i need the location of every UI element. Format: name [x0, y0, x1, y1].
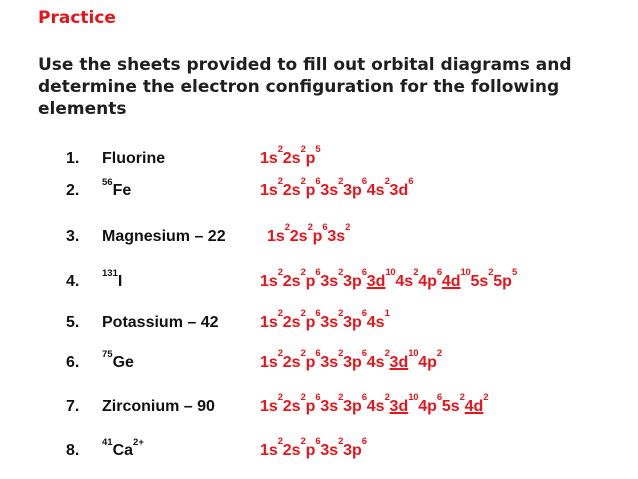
electron-count: 10 [408, 392, 419, 403]
electron-count: 10 [385, 267, 396, 278]
ion-charge: 2+ [133, 437, 144, 448]
orbital-term: $p^6$ [305, 348, 321, 371]
electron-count: 6 [315, 267, 321, 278]
electron-count: 6 [361, 436, 367, 447]
element-name [102, 397, 215, 417]
orbital-term: $5s^2$ [441, 392, 465, 415]
electron-count: 6 [436, 392, 442, 403]
electron-count: 6 [315, 308, 321, 319]
electron-count: 2 [338, 436, 344, 447]
instructions-text: Use the sheets provided to fill out orbital diagrams and determine the electron configuration for the following elements [38, 55, 572, 119]
element-name [102, 313, 219, 333]
orbital-term: $2s^2$ [282, 176, 306, 199]
electron-count: 5 [511, 267, 517, 278]
element-name [102, 149, 165, 169]
orbital-term: $p^6$ [312, 222, 328, 245]
electron-count: 2 [300, 348, 306, 359]
electron-count: 6 [436, 267, 442, 278]
orbital-term: $3p^6$ [343, 348, 367, 371]
electron-count: 2 [338, 348, 344, 359]
orbital-term: $4p^2$ [418, 348, 442, 371]
electron-count: 2 [277, 436, 283, 447]
electron-count: 6 [361, 267, 367, 278]
element-name [102, 227, 226, 247]
electron-count: 6 [361, 348, 367, 359]
orbital-term: $4d^2$ [464, 392, 489, 415]
electron-count: 6 [315, 392, 321, 403]
electron-count: 2 [436, 348, 442, 359]
electron-count: 6 [315, 436, 321, 447]
orbital-term: $3d^6$ [389, 176, 414, 199]
electron-count: 2 [300, 308, 306, 319]
orbital-term: $3s^2$ [320, 436, 344, 459]
element-symbol: I [117, 273, 123, 290]
practice-row [0, 436, 638, 471]
element-name [102, 177, 132, 203]
electron-count: 2 [284, 222, 290, 233]
electron-count: 2 [338, 308, 344, 319]
orbital-term: $2s^2$ [282, 348, 306, 371]
mass-number: 75 [102, 349, 113, 360]
orbital-term: $5s^2$ [470, 267, 494, 290]
row-number: 5. [66, 314, 80, 331]
row-number: 3. [66, 228, 80, 245]
orbital-term: $1s^2$ [260, 436, 283, 459]
electron-configuration [260, 144, 321, 171]
orbital-term: $3s^2$ [320, 176, 344, 199]
electron-count: 1 [384, 308, 390, 319]
electron-count: 2 [488, 267, 494, 278]
electron-count: 2 [277, 392, 283, 403]
electron-count: 2 [338, 176, 344, 187]
electron-count: 2 [384, 392, 390, 403]
element-symbol: Potassium – 42 [102, 314, 219, 331]
orbital-term: $3s^2$ [327, 222, 351, 245]
orbital-term: $1s^2$ [260, 144, 283, 167]
practice-row [0, 144, 638, 179]
electron-count: 2 [338, 267, 344, 278]
element-name [102, 349, 134, 375]
row-number: 1. [66, 150, 80, 167]
practice-row [0, 176, 638, 211]
orbital-term: $1s^2$ [267, 222, 290, 245]
orbital-term: $2s^2$ [282, 267, 306, 290]
orbital-term: $p^6$ [305, 392, 321, 415]
electron-count: 2 [277, 176, 283, 187]
orbital-term: $p^6$ [305, 267, 321, 290]
electron-count: 5 [315, 144, 321, 155]
electron-count: 6 [315, 348, 321, 359]
orbital-term: $3s^2$ [320, 308, 344, 331]
orbital-term: $3s^2$ [320, 348, 344, 371]
orbital-term: $4s^1$ [366, 308, 390, 331]
practice-row [0, 348, 638, 383]
electron-count: 2 [300, 144, 306, 155]
orbital-term: $3s^2$ [320, 267, 344, 290]
practice-row [0, 392, 638, 427]
electron-count: 2 [277, 308, 283, 319]
row-number: 2. [66, 182, 80, 199]
row-number: 7. [66, 398, 80, 415]
orbital-term: $2s^2$ [282, 392, 306, 415]
electron-count: 2 [459, 392, 465, 403]
orbital-term: $4p^6$ [418, 392, 442, 415]
row-number: 8. [66, 442, 80, 459]
electron-count: 2 [277, 144, 283, 155]
mass-number: 41 [102, 437, 113, 448]
electron-configuration [267, 222, 351, 249]
orbital-term: $3p^6$ [343, 267, 367, 290]
mass-number: 131 [102, 268, 118, 279]
electron-count: 2 [413, 267, 419, 278]
orbital-term: $4s^2$ [366, 348, 390, 371]
practice-row [0, 222, 638, 257]
electron-configuration [260, 308, 390, 335]
orbital-term: $2s^2$ [282, 308, 306, 331]
element-symbol: Ca [112, 442, 134, 459]
electron-count: 2 [300, 392, 306, 403]
electron-count: 6 [315, 176, 321, 187]
electron-count: 2 [483, 392, 489, 403]
orbital-term: $3p^6$ [343, 436, 367, 459]
orbital-term: $p^5$ [305, 144, 321, 167]
orbital-term: $3d^{10}$ [366, 267, 396, 290]
row-number: 6. [66, 354, 80, 371]
mass-number: 56 [102, 177, 113, 188]
electron-count: 10 [408, 348, 419, 359]
electron-configuration [260, 348, 442, 375]
electron-count: 6 [361, 392, 367, 403]
element-symbol: Zirconium – 90 [102, 398, 215, 415]
orbital-term: $p^6$ [305, 436, 321, 459]
row-number: 4. [66, 273, 80, 290]
electron-count: 6 [361, 308, 367, 319]
electron-count: 6 [408, 176, 414, 187]
orbital-term: $1s^2$ [260, 176, 283, 199]
electron-count: 2 [300, 267, 306, 278]
electron-count: 6 [322, 222, 328, 233]
electron-count: 2 [277, 348, 283, 359]
orbital-term: $5p^5$ [493, 267, 517, 290]
electron-count: 2 [384, 348, 390, 359]
electron-count: 10 [460, 267, 471, 278]
orbital-term: $p^6$ [305, 308, 321, 331]
element-symbol: Fluorine [102, 150, 166, 167]
practice-row [0, 267, 638, 302]
electron-configuration [260, 392, 489, 419]
element-name [102, 437, 144, 463]
electron-configuration [260, 267, 517, 294]
orbital-term: $1s^2$ [260, 348, 283, 371]
orbital-term: $2s^2$ [289, 222, 313, 245]
page-title: Practice [38, 8, 116, 28]
electron-count: 2 [300, 176, 306, 187]
element-symbol: Magnesium – 22 [102, 228, 226, 245]
electron-count: 2 [277, 267, 283, 278]
electron-count: 2 [307, 222, 313, 233]
orbital-term: $3d^{10}$ [389, 348, 419, 371]
orbital-term: $1s^2$ [260, 267, 283, 290]
orbital-term: $3s^2$ [320, 392, 344, 415]
electron-count: 2 [345, 222, 351, 233]
orbital-term: $p^6$ [305, 176, 321, 199]
orbital-term: $4d^{10}$ [441, 267, 471, 290]
orbital-term: $3p^6$ [343, 392, 367, 415]
electron-count: 2 [384, 176, 390, 187]
electron-count: 6 [361, 176, 367, 187]
orbital-term: $3p^6$ [343, 176, 367, 199]
orbital-term: $4s^2$ [395, 267, 419, 290]
orbital-term: $3p^6$ [343, 308, 367, 331]
electron-count: 2 [338, 392, 344, 403]
element-symbol: Fe [112, 182, 132, 199]
element-symbol: Ge [112, 354, 134, 371]
practice-row [0, 308, 638, 343]
electron-configuration [260, 436, 367, 463]
orbital-term: $2s^2$ [282, 436, 306, 459]
orbital-term: $4s^2$ [366, 176, 390, 199]
orbital-term: $4s^2$ [366, 392, 390, 415]
electron-count: 2 [300, 436, 306, 447]
orbital-term: $3d^{10}$ [389, 392, 419, 415]
orbital-term: $1s^2$ [260, 392, 283, 415]
element-name [102, 268, 123, 294]
orbital-term: $1s^2$ [260, 308, 283, 331]
orbital-term: $2s^2$ [282, 144, 306, 167]
orbital-term: $4p^6$ [418, 267, 442, 290]
electron-configuration [260, 176, 414, 203]
